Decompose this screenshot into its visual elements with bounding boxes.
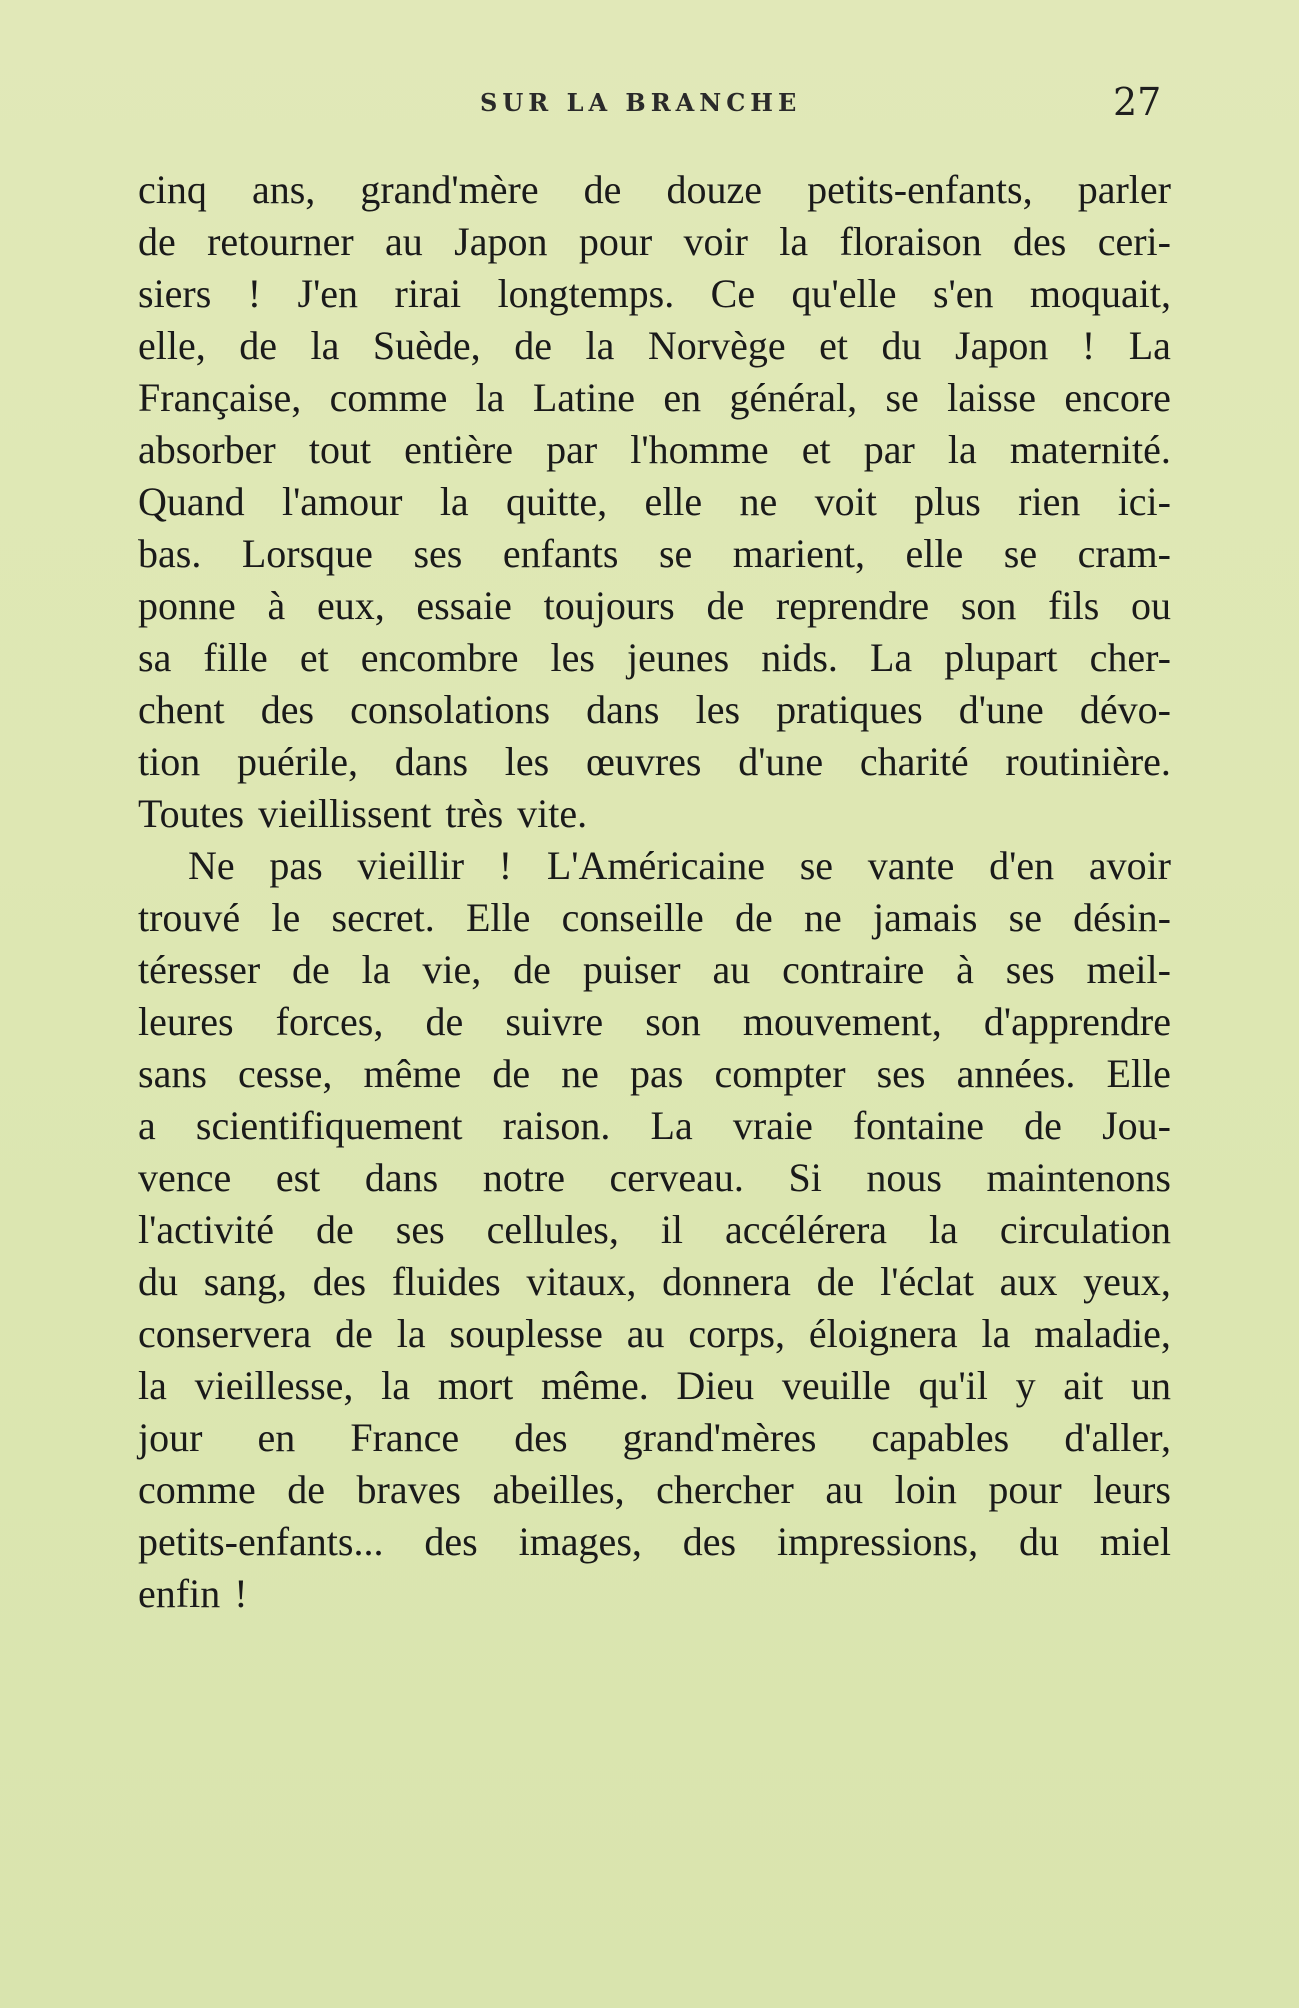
text-line — [138, 320, 1171, 372]
word: veuille — [781, 1363, 891, 1408]
word: donnera — [662, 1259, 791, 1304]
word: les — [550, 635, 595, 680]
word: de — [513, 947, 551, 992]
running-title: SUR LA BRANCHE — [480, 88, 802, 117]
text-line — [138, 736, 1171, 788]
word: Norvège — [647, 323, 786, 368]
word: de — [514, 323, 552, 368]
word: corps, — [688, 1311, 785, 1356]
word: d'une — [738, 739, 824, 784]
word: des — [424, 1519, 478, 1564]
word: la — [138, 1363, 167, 1408]
word: plupart — [944, 635, 1058, 680]
word: secret. — [331, 895, 435, 940]
word: la — [381, 1363, 411, 1408]
text-line — [138, 1048, 1171, 1100]
word: Jou- — [1102, 1103, 1171, 1148]
word: vieillir — [357, 843, 465, 888]
text-line — [138, 840, 1171, 892]
word: ses — [413, 531, 463, 576]
word: l'éclat — [880, 1259, 974, 1304]
body-text — [138, 164, 1171, 1620]
word: désin- — [1073, 895, 1171, 940]
word: retourner — [207, 219, 354, 264]
word: marient, — [732, 531, 865, 576]
word: capables — [871, 1415, 1010, 1460]
word: fille — [203, 635, 268, 680]
word: grand'mères — [622, 1415, 817, 1460]
word: contraire — [782, 947, 925, 992]
word: avoir — [1088, 843, 1171, 888]
word: ici- — [1117, 479, 1171, 524]
word: aux — [999, 1259, 1058, 1304]
word: la — [310, 323, 340, 368]
word: les — [695, 687, 741, 732]
word: chercher — [656, 1467, 794, 1512]
word: conseille — [561, 895, 704, 940]
word: des — [514, 1415, 568, 1460]
word: parler — [1077, 167, 1171, 212]
word: mouvement, — [742, 999, 942, 1044]
word: même — [363, 1051, 462, 1096]
word: souplesse — [449, 1311, 603, 1356]
word: yeux, — [1083, 1259, 1171, 1304]
word: dans — [586, 687, 660, 732]
word: la — [475, 375, 505, 420]
word: même. — [540, 1363, 649, 1408]
word: Lorsque — [241, 531, 373, 576]
word: cesse, — [237, 1051, 333, 1096]
word: au — [626, 1311, 665, 1356]
word: pas — [269, 843, 323, 888]
word: siers — [138, 271, 212, 316]
word: ses — [876, 1051, 926, 1096]
word: la — [396, 1311, 426, 1356]
word: se — [1008, 895, 1042, 940]
word: s'en — [932, 271, 994, 316]
word: dévo- — [1079, 687, 1171, 732]
word: enfin — [138, 1571, 221, 1616]
word: cher- — [1089, 635, 1171, 680]
word: d'apprendre — [983, 999, 1171, 1044]
word: la — [929, 1207, 958, 1252]
word: floraison — [839, 219, 982, 264]
word: La — [1128, 323, 1171, 368]
word: nous — [866, 1155, 942, 1200]
word: ne — [804, 895, 842, 940]
text-line — [138, 372, 1171, 424]
word: Si — [788, 1155, 822, 1200]
word: général, — [729, 375, 858, 420]
word: loin — [894, 1467, 957, 1512]
word: Japon — [454, 219, 548, 264]
word: d'aller, — [1064, 1415, 1171, 1460]
word: fluides — [391, 1259, 501, 1304]
word: quitte, — [506, 479, 608, 524]
word: Française, — [138, 375, 302, 420]
word: ne — [739, 479, 778, 524]
word: éloignera — [808, 1311, 958, 1356]
word: rien — [1018, 479, 1081, 524]
word: téresser — [138, 947, 261, 992]
word: suivre — [505, 999, 604, 1044]
word: jour — [138, 1415, 203, 1460]
word: à — [956, 947, 974, 992]
word: de — [316, 1207, 354, 1252]
word: Ce — [710, 271, 756, 316]
word: par — [863, 427, 915, 472]
text-line — [138, 164, 1171, 216]
word: accélérera — [725, 1207, 888, 1252]
word: a — [138, 1103, 156, 1148]
word: miel — [1099, 1519, 1171, 1564]
word: encore — [1064, 375, 1171, 420]
text-line — [138, 268, 1171, 320]
word: des — [682, 1519, 737, 1564]
text-line — [138, 1152, 1171, 1204]
word: se — [1003, 531, 1038, 576]
word: œuvres — [585, 739, 702, 784]
word: pratiques — [776, 687, 923, 732]
word: nids. — [761, 635, 838, 680]
word: jamais — [872, 895, 978, 940]
word: la — [947, 427, 977, 472]
word: l'amour — [281, 479, 403, 524]
word: très — [445, 791, 504, 836]
word: plus — [914, 479, 981, 524]
word: Latine — [532, 375, 636, 420]
word: dans — [364, 1155, 439, 1200]
word: chent — [138, 687, 225, 732]
word: encombre — [360, 635, 519, 680]
word: comme — [138, 1467, 256, 1512]
page-number: 27 — [1113, 80, 1162, 124]
word: toujours — [543, 583, 675, 628]
word: La — [869, 635, 913, 680]
word: ! — [234, 1571, 248, 1616]
word: compter — [714, 1051, 846, 1096]
word: ! — [498, 843, 513, 888]
word: cram- — [1077, 531, 1171, 576]
word: tion — [138, 739, 201, 784]
word: d'en — [989, 843, 1055, 888]
word: ceri- — [1097, 219, 1171, 264]
word: il — [660, 1207, 684, 1252]
word: fontaine — [852, 1103, 985, 1148]
word: La — [650, 1103, 693, 1148]
word: maladie, — [1034, 1311, 1171, 1356]
word: de — [1024, 1103, 1062, 1148]
word: voir — [683, 219, 748, 264]
text-line — [138, 1204, 1171, 1256]
word: vieillesse, — [194, 1363, 354, 1408]
word: longtemps. — [497, 271, 675, 316]
word: fils — [1048, 583, 1100, 628]
word: au — [385, 219, 423, 264]
word: moquait, — [1029, 271, 1171, 316]
word: Elle — [1106, 1051, 1171, 1096]
word: du — [881, 323, 922, 368]
word: puiser — [582, 947, 681, 992]
word: elle, — [138, 323, 206, 368]
word: de — [335, 1311, 373, 1356]
text-line — [138, 788, 1171, 840]
word: mort — [437, 1363, 514, 1408]
word: au — [825, 1467, 864, 1512]
word: des — [260, 687, 315, 732]
text-line — [138, 996, 1171, 1048]
word: vence — [138, 1155, 232, 1200]
word: et — [819, 323, 848, 368]
word: l'activité — [138, 1207, 275, 1252]
word: maintenons — [986, 1155, 1171, 1200]
word: eux, — [316, 583, 385, 628]
word: Dieu — [676, 1363, 755, 1408]
word: les — [504, 739, 550, 784]
text-line — [138, 892, 1171, 944]
word: pas — [630, 1051, 684, 1096]
word: douze — [666, 167, 763, 212]
text-line — [138, 216, 1171, 268]
word: en — [663, 375, 702, 420]
word: jeunes — [627, 635, 730, 680]
word: meil- — [1086, 947, 1171, 992]
word: la — [981, 1311, 1011, 1356]
word: France — [350, 1415, 460, 1460]
word: ou — [1130, 583, 1171, 628]
word: J'en — [297, 271, 359, 316]
word: pour — [988, 1467, 1062, 1512]
word: Ne — [188, 843, 235, 888]
word: en — [257, 1415, 296, 1460]
word: ans, — [251, 167, 316, 212]
word: se — [799, 843, 834, 888]
word: scientifiquement — [195, 1103, 463, 1148]
word: qu'il — [918, 1363, 988, 1408]
text-line — [138, 1256, 1171, 1308]
word: enfants — [502, 531, 619, 576]
word: se — [658, 531, 693, 576]
word: petits-enfants, — [807, 167, 1033, 212]
text-line — [138, 1308, 1171, 1360]
word: cellules, — [486, 1207, 619, 1252]
word: raison. — [502, 1103, 611, 1148]
word: maternité. — [1009, 427, 1171, 472]
word: ! — [247, 271, 262, 316]
word: Elle — [465, 895, 531, 940]
word: forces, — [275, 999, 384, 1044]
text-line — [138, 1464, 1171, 1516]
word: vieillissent — [258, 791, 432, 836]
text-line — [138, 1568, 1171, 1620]
word: son — [645, 999, 701, 1044]
word: braves — [356, 1467, 461, 1512]
text-line — [138, 476, 1171, 528]
text-line — [138, 684, 1171, 736]
text-line — [138, 580, 1171, 632]
word: le — [271, 895, 301, 940]
word: vante — [867, 843, 955, 888]
word: circulation — [999, 1207, 1171, 1252]
word: Japon — [955, 323, 1049, 368]
word: de — [239, 323, 278, 368]
word: sans — [138, 1051, 207, 1096]
word: ne — [561, 1051, 599, 1096]
word: rirai — [394, 271, 462, 316]
word: dans — [394, 739, 469, 784]
word: charité — [859, 739, 969, 784]
word: et — [299, 635, 329, 680]
word: son — [960, 583, 1017, 628]
word: voit — [814, 479, 877, 524]
word: du — [1018, 1519, 1059, 1564]
word: vite. — [517, 791, 588, 836]
word: ponne — [138, 583, 236, 628]
word: routinière. — [1005, 739, 1171, 784]
word: vitaux, — [526, 1259, 637, 1304]
word: se — [885, 375, 919, 420]
word: essaie — [416, 583, 512, 628]
word: Suède, — [372, 323, 481, 368]
word: grand'mère — [360, 167, 539, 212]
word: absorber — [138, 427, 276, 472]
word: conservera — [138, 1311, 312, 1356]
word: la — [585, 323, 615, 368]
text-line — [138, 632, 1171, 684]
word: est — [275, 1155, 321, 1200]
word: images, — [518, 1519, 642, 1564]
word: un — [1130, 1363, 1171, 1408]
word: Toutes — [138, 791, 245, 836]
word: la — [439, 479, 469, 524]
word: des — [1013, 219, 1067, 264]
word: consolations — [350, 687, 551, 732]
word: années. — [956, 1051, 1076, 1096]
word: reprendre — [775, 583, 930, 628]
text-line — [138, 1360, 1171, 1412]
word: elle — [644, 479, 703, 524]
word: pour — [578, 219, 653, 264]
text-line — [138, 1516, 1171, 1568]
word: bas. — [138, 531, 202, 576]
word: qu'elle — [791, 271, 897, 316]
word: de — [706, 583, 745, 628]
word: d'une — [958, 687, 1044, 732]
word: du — [138, 1259, 178, 1304]
word: cinq — [138, 167, 207, 212]
word: y — [1015, 1363, 1036, 1408]
word: de — [292, 947, 330, 992]
word: de — [816, 1259, 855, 1304]
text-line — [138, 528, 1171, 580]
word: tout — [308, 427, 372, 472]
word: de — [287, 1467, 326, 1512]
word: puérile, — [236, 739, 359, 784]
word: la — [779, 219, 809, 264]
word: vraie — [732, 1103, 813, 1148]
word: de — [735, 895, 773, 940]
word: au — [712, 947, 751, 992]
word: entière — [404, 427, 513, 472]
word: ses — [395, 1207, 445, 1252]
word: leurs — [1093, 1467, 1171, 1512]
text-line — [138, 944, 1171, 996]
word: l'homme — [630, 427, 769, 472]
word: à — [267, 583, 286, 628]
word: L'Américaine — [546, 843, 766, 888]
word: cerveau. — [609, 1155, 744, 1200]
word: sang, — [203, 1259, 288, 1304]
word: ses — [1005, 947, 1055, 992]
word: ait — [1063, 1363, 1104, 1408]
word: de — [425, 999, 464, 1044]
word: la — [361, 947, 391, 992]
word: notre — [482, 1155, 565, 1200]
word: de — [583, 167, 622, 212]
word: laisse — [947, 375, 1037, 420]
text-line — [138, 1412, 1171, 1464]
word: des — [312, 1259, 367, 1304]
word: leures — [138, 999, 234, 1044]
word: abeilles, — [492, 1467, 625, 1512]
word: ! — [1081, 323, 1096, 368]
word: et — [801, 427, 831, 472]
text-line — [138, 1100, 1171, 1152]
word: impressions, — [776, 1519, 979, 1564]
word: elle — [905, 531, 964, 576]
word: de — [138, 219, 176, 264]
word: vie, — [422, 947, 482, 992]
word: de — [492, 1051, 531, 1096]
word: Quand — [138, 479, 245, 524]
word: par — [546, 427, 598, 472]
word: trouvé — [138, 895, 241, 940]
word: sa — [138, 635, 172, 680]
word: comme — [329, 375, 448, 420]
text-line — [138, 424, 1171, 476]
word: petits-enfants... — [138, 1519, 384, 1564]
